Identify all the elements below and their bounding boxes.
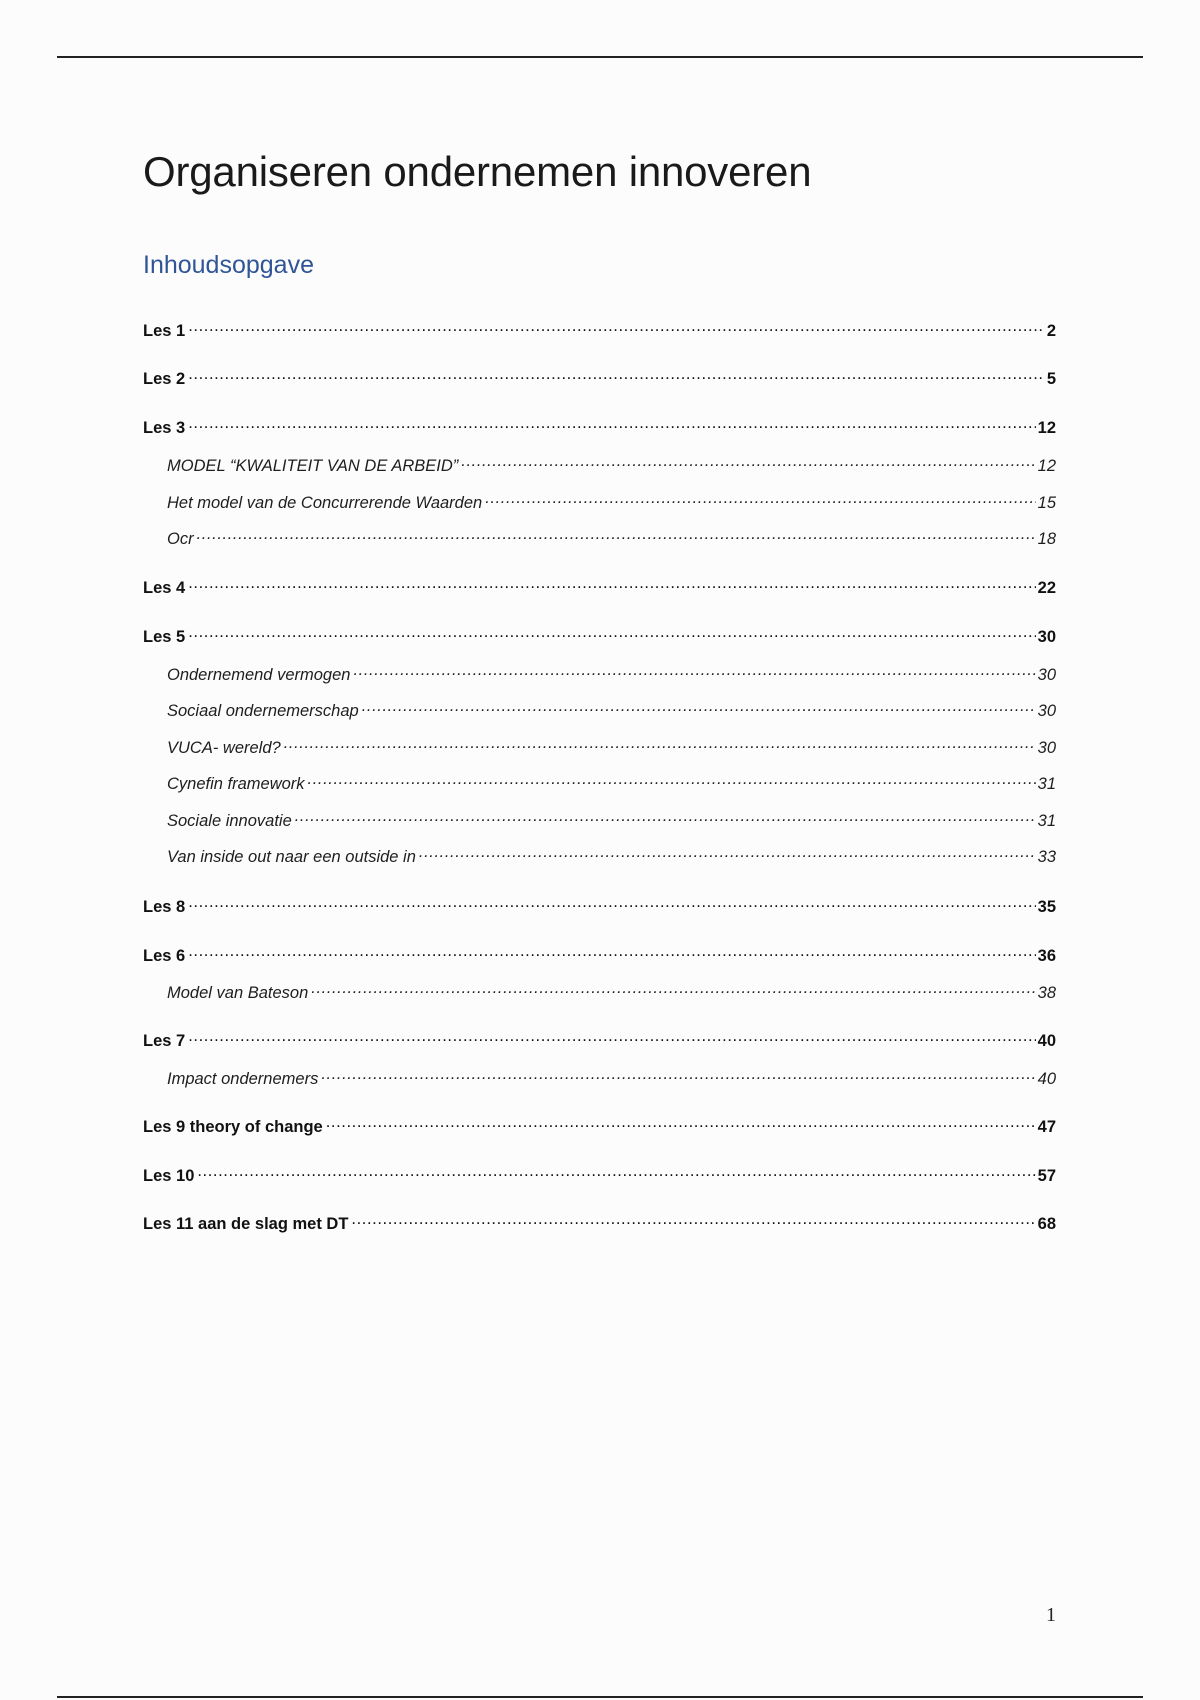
toc-entry-label: Het model van de Concurrerende Waarden — [167, 494, 483, 512]
toc-entry-label: MODEL “KWALITEIT VAN DE ARBEID” — [167, 457, 459, 475]
toc-subentry[interactable] — [167, 842, 1056, 867]
toc-entry-page: 12 — [1037, 419, 1056, 437]
toc-entry[interactable] — [143, 1026, 1056, 1051]
dot-leader — [362, 696, 1036, 716]
toc-entry[interactable] — [143, 1112, 1056, 1137]
dot-leader — [419, 842, 1036, 862]
dot-leader — [321, 1064, 1035, 1084]
footer-rule — [57, 1696, 1143, 1698]
toc-subentry[interactable] — [167, 524, 1056, 549]
toc-entry-label: Van inside out naar een outside in — [167, 848, 416, 866]
toc-entry[interactable] — [143, 316, 1056, 341]
toc-entry-page: 15 — [1037, 494, 1056, 512]
toc-entry-page: 31 — [1037, 775, 1056, 793]
toc-entry-label: Model van Bateson — [167, 984, 309, 1002]
dot-leader — [188, 364, 1045, 384]
toc-entry-page: 47 — [1037, 1118, 1056, 1136]
dot-leader — [188, 892, 1035, 912]
toc-entry[interactable] — [143, 573, 1056, 598]
toc-entry-page: 31 — [1037, 812, 1056, 830]
toc-entry-page: 40 — [1037, 1032, 1056, 1050]
toc-subentry[interactable] — [167, 488, 1056, 513]
toc-entry-page: 68 — [1037, 1215, 1056, 1233]
header-rule — [57, 56, 1143, 58]
dot-leader — [188, 573, 1035, 593]
dot-leader — [197, 524, 1036, 544]
toc-entry-page: 2 — [1046, 322, 1056, 340]
toc-subentry[interactable] — [167, 806, 1056, 831]
toc-entry-label: Les 3 — [143, 419, 186, 437]
toc-entry[interactable] — [143, 413, 1056, 438]
dot-leader — [188, 941, 1035, 961]
toc-entry-label: VUCA- wereld? — [167, 739, 281, 757]
dot-leader — [188, 1026, 1035, 1046]
toc-subentry[interactable] — [167, 1064, 1056, 1089]
toc-entry-label: Les 1 — [143, 322, 186, 340]
dot-leader — [311, 978, 1035, 998]
document-title: Organiseren ondernemen innoveren — [143, 148, 812, 195]
toc-entry-label: Les 2 — [143, 370, 186, 388]
toc-entry-page: 12 — [1037, 457, 1056, 475]
dot-leader — [284, 733, 1036, 753]
dot-leader — [485, 488, 1035, 508]
toc-entry-page: 30 — [1037, 739, 1056, 757]
toc-subentry[interactable] — [167, 660, 1056, 685]
toc-subentry[interactable] — [167, 769, 1056, 794]
toc-entry[interactable] — [143, 622, 1056, 647]
toc-entry-page: 38 — [1037, 984, 1056, 1002]
toc-entry-label: Cynefin framework — [167, 775, 305, 793]
toc-entry-label: Les 8 — [143, 898, 186, 916]
toc-entry-page: 30 — [1037, 666, 1056, 684]
toc-entry-label: Ocr — [167, 530, 194, 548]
toc-subentry[interactable] — [167, 696, 1056, 721]
toc-entry-label: Impact ondernemers — [167, 1070, 319, 1088]
toc-entry[interactable] — [143, 364, 1056, 389]
toc-entry-label: Les 7 — [143, 1032, 186, 1050]
toc-entry[interactable] — [143, 1161, 1056, 1186]
toc-heading: Inhoudsopgave — [143, 251, 314, 279]
toc-entry-page: 57 — [1037, 1167, 1056, 1185]
toc-entry-page: 5 — [1046, 370, 1056, 388]
dot-leader — [326, 1112, 1036, 1132]
toc-entry-page: 30 — [1037, 628, 1056, 646]
toc-entry-page: 35 — [1037, 898, 1056, 916]
dot-leader — [197, 1161, 1035, 1181]
toc-entry-label: Les 6 — [143, 947, 186, 965]
toc-entry[interactable] — [143, 1209, 1056, 1234]
page-number: 1 — [1046, 1604, 1056, 1626]
toc-entry-page: 40 — [1037, 1070, 1056, 1088]
toc-entry-label: Sociale innovatie — [167, 812, 292, 830]
toc-entry-page: 33 — [1037, 848, 1056, 866]
toc-entry-page: 22 — [1037, 579, 1056, 597]
toc-entry-page: 30 — [1037, 702, 1056, 720]
toc-entry-label: Les 5 — [143, 628, 186, 646]
toc-entry[interactable] — [143, 892, 1056, 917]
toc-entry-page: 36 — [1037, 947, 1056, 965]
toc-entry-label: Sociaal ondernemerschap — [167, 702, 359, 720]
toc-subentry[interactable] — [167, 733, 1056, 758]
dot-leader — [188, 316, 1045, 336]
toc-entry-label: Les 11 aan de slag met DT — [143, 1215, 349, 1233]
dot-leader — [308, 769, 1036, 789]
toc-entry-label: Ondernemend vermogen — [167, 666, 351, 684]
dot-leader — [461, 451, 1035, 471]
toc-entry-label: Les 4 — [143, 579, 186, 597]
toc-subentry[interactable] — [167, 451, 1056, 476]
dot-leader — [353, 660, 1035, 680]
dot-leader — [295, 806, 1036, 826]
toc-entry-label: Les 10 — [143, 1167, 195, 1185]
toc-subentry[interactable] — [167, 978, 1056, 1003]
dot-leader — [188, 413, 1035, 433]
toc-entry-page: 18 — [1037, 530, 1056, 548]
toc-entry-label: Les 9 theory of change — [143, 1118, 323, 1136]
dot-leader — [188, 622, 1035, 642]
dot-leader — [351, 1209, 1035, 1229]
toc-entry[interactable] — [143, 941, 1056, 966]
